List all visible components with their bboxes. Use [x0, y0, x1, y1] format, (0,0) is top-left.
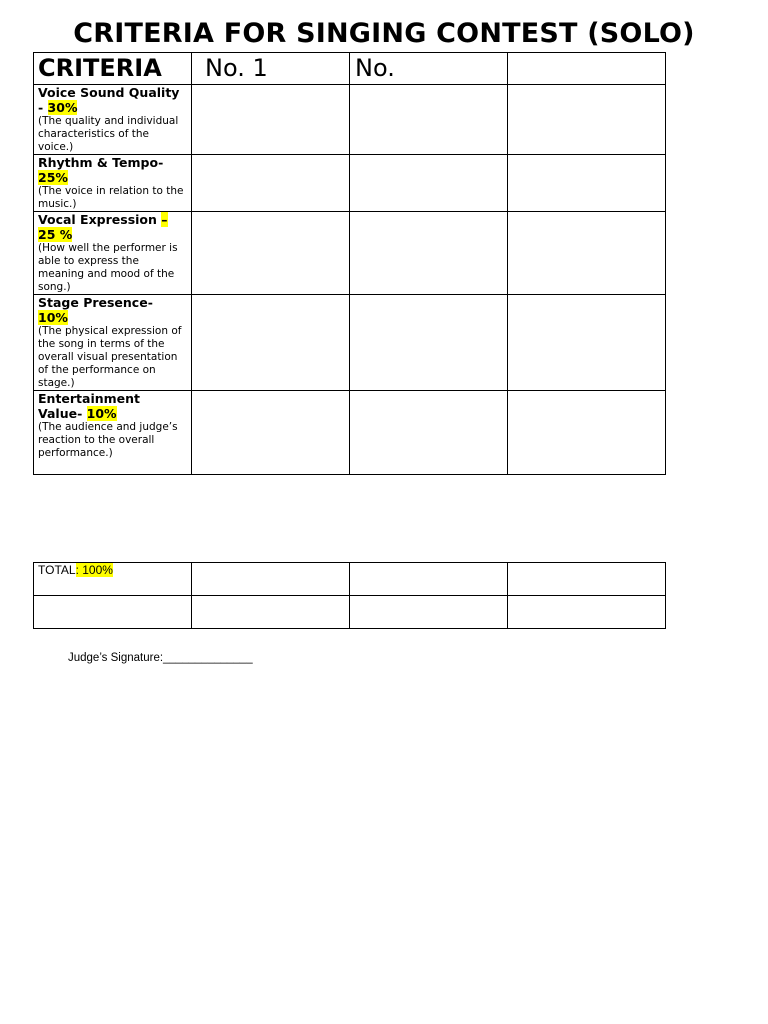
score-cell[interactable] [508, 391, 666, 475]
header-contestant-3 [508, 53, 666, 85]
total-cell[interactable] [508, 563, 666, 596]
table-row [34, 212, 666, 295]
score-cell[interactable] [350, 212, 508, 295]
score-cell[interactable] [350, 155, 508, 212]
blank-row [34, 596, 666, 629]
score-cell[interactable] [192, 391, 350, 475]
total-cell[interactable] [350, 563, 508, 596]
criterion-title [38, 391, 187, 421]
score-cell[interactable] [350, 295, 508, 391]
score-cell[interactable] [350, 391, 508, 475]
criterion-name: Entertainment Value- [38, 391, 141, 421]
table-row [34, 155, 666, 212]
criterion-name: Rhythm & Tempo- [38, 155, 164, 170]
criterion-percent: 25% [38, 170, 68, 185]
criterion-percent: 30% [47, 100, 78, 115]
score-cell[interactable] [192, 85, 350, 155]
table-header-row [34, 53, 666, 85]
score-cell[interactable] [350, 85, 508, 155]
total-label-text: TOTAL [38, 563, 76, 577]
criteria-table [33, 52, 666, 475]
table-row [34, 295, 666, 391]
criterion-percent: 10% [38, 310, 68, 325]
criterion-cell [34, 155, 192, 212]
score-cell[interactable] [508, 155, 666, 212]
criterion-cell [34, 391, 192, 475]
score-cell[interactable] [508, 85, 666, 155]
blank-cell[interactable] [34, 596, 192, 629]
criterion-description: (The voice in relation to the music.) [38, 185, 184, 210]
score-cell[interactable] [508, 212, 666, 295]
criterion-name: Stage Presence- [38, 295, 153, 310]
blank-cell[interactable] [508, 596, 666, 629]
score-cell[interactable] [192, 212, 350, 295]
criterion-percent: – 25 % [38, 212, 168, 242]
criterion-description: (The quality and individual characteristics of the voice.) [38, 115, 179, 153]
header-contestant-2: No. [350, 53, 508, 85]
total-cell[interactable] [192, 563, 350, 596]
blank-cell[interactable] [192, 596, 350, 629]
blank-cell[interactable] [350, 596, 508, 629]
criterion-cell [34, 295, 192, 391]
total-percent: : 100% [75, 563, 113, 577]
score-cell[interactable] [192, 155, 350, 212]
score-cell[interactable] [508, 295, 666, 391]
criterion-cell [34, 212, 192, 295]
criterion-name: Vocal Expression [38, 212, 162, 227]
total-label [34, 563, 192, 596]
criterion-title [38, 212, 187, 242]
criterion-description: (The audience and judge’s reaction to the overall performance.) [38, 421, 178, 459]
criterion-cell [34, 85, 192, 155]
judge-signature-line[interactable]: Judge’s Signature:______________ [68, 652, 253, 664]
table-row [34, 85, 666, 155]
criterion-title [38, 155, 187, 185]
criterion-title [38, 85, 187, 115]
total-table [33, 562, 666, 629]
total-row [34, 563, 666, 596]
criterion-description: (How well the performer is able to express the meaning and mood of the song.) [38, 242, 178, 293]
criterion-title [38, 295, 187, 325]
table-row [34, 391, 666, 475]
header-criteria: CRITERIA [34, 53, 192, 85]
criterion-percent: 10% [86, 406, 117, 421]
document-title: CRITERIA FOR SINGING CONTEST (SOLO) [73, 18, 695, 49]
criterion-description: (The physical expression of the song in terms of the overall visual presentation of the performance on stage.) [38, 325, 182, 389]
score-cell[interactable] [192, 295, 350, 391]
criterion-name: Voice Sound Quality - [38, 85, 180, 115]
header-contestant-1: No. 1 [192, 53, 350, 85]
